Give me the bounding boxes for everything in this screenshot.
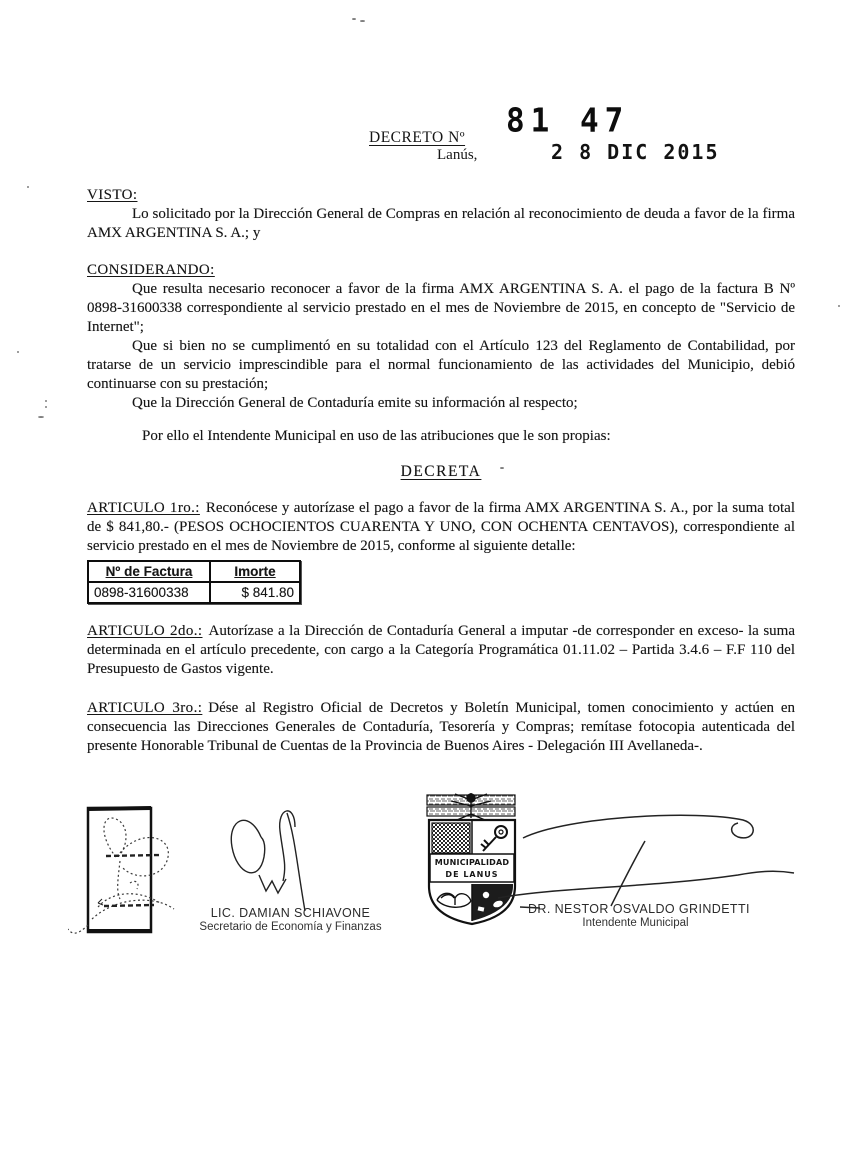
invoice-amount-header: Imorte	[210, 561, 300, 582]
scan-artifact	[38, 416, 44, 418]
scan-artifact	[45, 400, 47, 402]
scan-artifact	[27, 186, 29, 188]
scan-artifact	[360, 20, 365, 22]
decreta-heading: DECRETA	[400, 463, 482, 480]
visto-paragraph: Lo solicitado por la Dirección General de Compras en relación al reconocimiento de deuda a favor de la firma AMX ARGENTINA S. A.; y	[87, 206, 795, 241]
scan-artifact	[17, 351, 19, 353]
article-1	[87, 499, 795, 556]
city-label: Lanús,	[437, 147, 478, 163]
date-stamp: 2 8 DIC 2015	[551, 140, 720, 164]
article-2-body: Autorízase a la Dirección de Contaduría General a imputar -de corresponder en exceso- la suma determinada en el artículo precedente, con cargo a la Categoría Programática 01.11.02 – Partida 3.4.6 – F.F 110 del Presupuesto de Gastos vigente.	[87, 623, 795, 677]
schiavone-name: LIC. DAMIAN SCHIAVONE	[210, 906, 371, 920]
grindetti-signature	[498, 808, 800, 910]
seal-text-line1: MUNICIPALIDAD	[434, 858, 510, 867]
article-2	[87, 622, 795, 679]
article-1-label: ARTICULO 1ro.:	[87, 500, 200, 516]
decree-label: DECRETO Nº	[369, 129, 466, 146]
invoice-table	[87, 560, 301, 604]
article-1-body: Reconócese y autorízase el pago a favor de la firma AMX ARGENTINA S. A., por la suma total de $ 841,80.- (PESOS OCHOCIENTOS CUARENTA Y UNO, CON OCHENTA CENTAVOS), correspondiente al servicio prestado en el mes de Noviembre de 2015, conforme al siguiente detalle:	[87, 500, 795, 554]
article-3	[87, 699, 795, 756]
schiavone-signature-block	[178, 906, 403, 933]
invoice-amount-cell: $ 841.80	[210, 582, 300, 603]
schiavone-signature	[215, 803, 350, 915]
invoice-number-cell: 0898-31600338	[88, 582, 210, 603]
invoice-number-header: Nº de Factura	[88, 561, 210, 582]
seal-pattern-quadrant	[432, 823, 470, 853]
considerando-section	[87, 261, 795, 446]
document-body	[87, 186, 795, 756]
invoice-table-row	[88, 582, 300, 603]
closing-paragraph: Por ello el Intendente Municipal en uso de las atribuciones que le son propias:	[142, 428, 611, 444]
grindetti-title: Intendente Municipal	[582, 917, 689, 929]
considerando-heading: CONSIDERANDO:	[87, 262, 215, 278]
seal-text-line2: DE LANUS	[445, 870, 499, 879]
grindetti-name: DR. NESTOR OSVALDO GRINDETTI	[528, 902, 750, 916]
visto-section	[87, 186, 795, 243]
scan-artifact	[500, 467, 504, 469]
schiavone-title: Secretario de Economía y Finanzas	[199, 921, 382, 933]
decree-number-stamp: 81 47	[506, 102, 630, 140]
scan-artifact	[45, 406, 47, 408]
scan-artifact	[838, 305, 840, 307]
article-3-body: Dése al Registro Oficial de Decretos y Boletín Municipal, tomen conocimiento y actúen en consecuencia las Direcciones Generales de Contaduría, Tesorería y Compras; remítase fotocopia autenticada del presente Honorable Tribunal de Cuentas de la Provincia de Buenos Aires - Delegación III Avellaneda-.	[87, 700, 795, 754]
article-2-label: ARTICULO 2do.:	[87, 623, 203, 639]
considerando-paragraph-1: Que resulta necesario reconocer a favor de la firma AMX ARGENTINA S. A. el pago de la factura B Nº 0898-31600338 correspondiente al servicio prestado en el mes de Noviembre de 2015, en concepto de "Servicio de Internet";	[87, 281, 795, 335]
invoice-table-header-row	[88, 561, 300, 582]
visto-heading: VISTO:	[87, 187, 138, 203]
article-3-label: ARTICULO 3ro.:	[87, 700, 203, 716]
considerando-paragraph-3: Que la Dirección General de Contaduría emite su información al respecto;	[132, 395, 578, 411]
considerando-paragraph-2: Que si bien no se cumplimentó en su totalidad con el Artículo 123 del Reglamento de Contabilidad, por tratarse de un servicio imprescindible para el normal funcionamiento de las actividades del Municipio, debió continuarse con su prestación;	[87, 338, 795, 392]
grindetti-signature-block	[528, 902, 750, 929]
scan-artifact	[352, 18, 356, 20]
